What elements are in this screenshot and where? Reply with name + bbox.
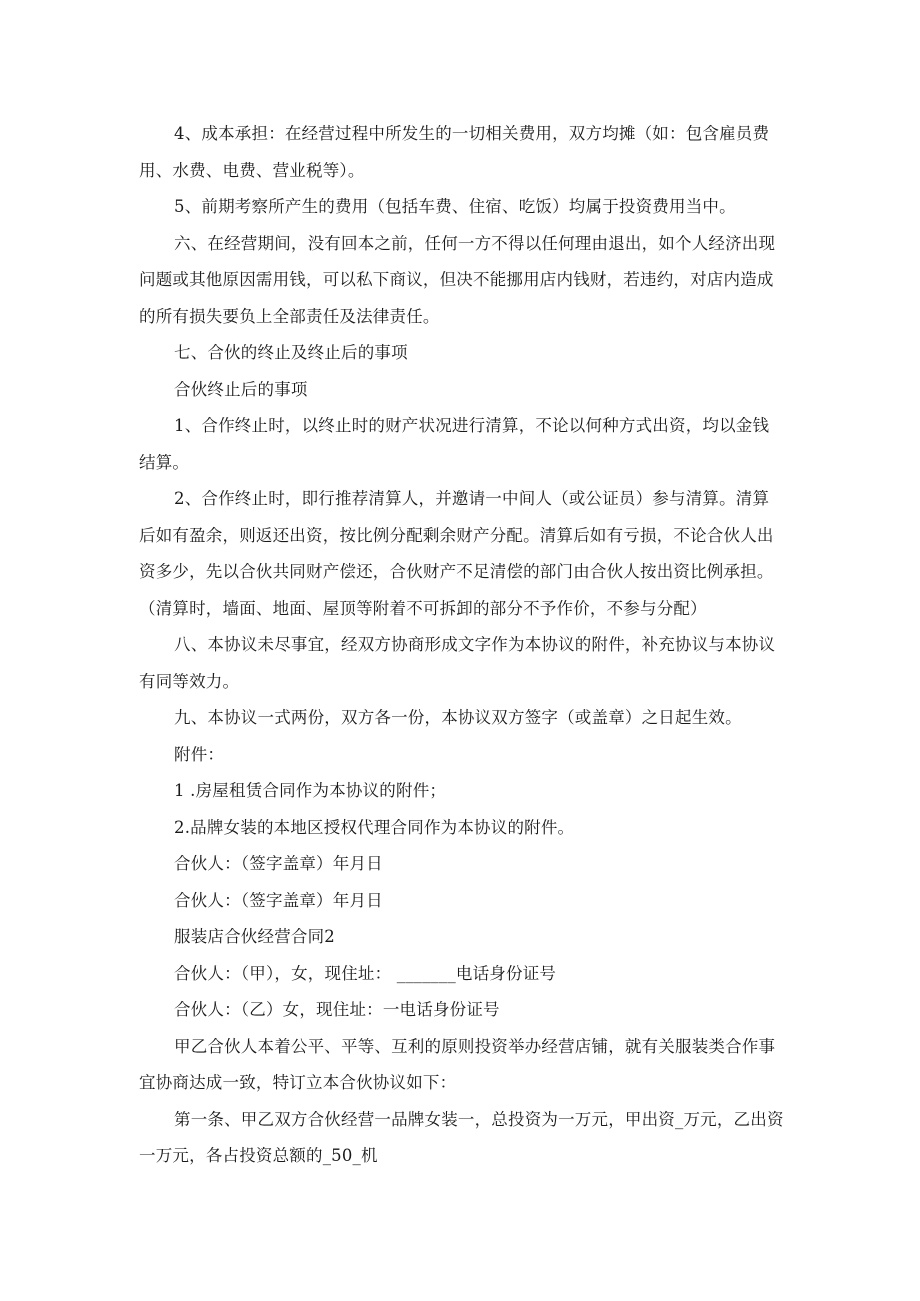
signature-line-2: 合伙人：（签字盖章）年月日 (174, 890, 383, 910)
partner-a-line: 合伙人：（甲），女，现住址： _______电话身份证号 (174, 963, 557, 983)
attachments-heading: 附件： (174, 744, 225, 764)
signature-line-1: 合伙人：（签字盖章）年月日 (174, 854, 383, 873)
contract-title-2: 服装店合伙经营合同2 (174, 927, 335, 946)
attachment-item-1: 1 .房屋租赁合同作为本协议的附件； (174, 781, 447, 800)
paragraph-termination-1: 1、合作终止时，以终止时的财产状况进行清算，不论以何种方式出资，均以金钱结算。 (139, 416, 770, 472)
paragraph-section-six: 六、在经营期间，没有回本之前，任何一方不得以任何理由退出，如个人经济出现问题或其他原因需用钱，可以私下商议，但决不能挪用店内钱财，若违约，对店内造成的所有损失要负上全部责任及法律责任。 (139, 233, 776, 326)
document-body (139, 116, 784, 1175)
partner-b-line: 合伙人：（乙）女，现住址：一电话身份证号 (174, 1000, 500, 1019)
paragraph-termination-2: 2、合作终止时，即行推荐清算人，并邀请一中间人（或公证员）参与清算。清算后如有盈余，则返还出资，按比例分配剩余财产分配。清算后如有亏损，不论合伙人出资多少，先以合伙共同财产偿还，合伙财产不足清偿的部门由合伙人按出资比例承担。（清算时，墙面、地面、屋顶等附着不可拆卸的部分不予作价，不参与分配） (139, 489, 774, 618)
heading-section-seven: 七、合伙的终止及终止后的事项 (174, 343, 408, 362)
attachment-item-2: 2.品牌女装的本地区授权代理合同作为本协议的附件。 (174, 817, 575, 837)
subheading-after-termination: 合伙终止后的事项 (174, 379, 308, 399)
paragraph-preamble: 甲乙合伙人本着公平、平等、互利的原则投资举办经营店铺，就有关服装类合作事宜协商达成一致，特订立本合伙协议如下： (139, 1036, 776, 1092)
paragraph-section-eight: 八、本协议未尽事宜，经双方协商形成文字作为本协议的附件，补充协议与本协议有同等效力。 (139, 635, 776, 691)
paragraph-cost-sharing: 4、成本承担：在经营过程中所发生的一切相关费用，双方均摊（如：包含雇员费用、水费、电费、营业税等）。 (139, 124, 770, 180)
paragraph-section-nine: 九、本协议一式两份，双方各一份，本协议双方签字（或盖章）之日起生效。 (174, 708, 742, 727)
paragraph-preliminary-costs: 5、前期考察所产生的费用（包括车费、住宿、吃饭）均属于投资费用当中。 (174, 197, 736, 216)
paragraph-article-one: 第一条、甲乙双方合伙经营一品牌女装一，总投资为一万元，甲出资_万元，乙出资一万元，各占投资总额的_50_机 (139, 1109, 784, 1165)
